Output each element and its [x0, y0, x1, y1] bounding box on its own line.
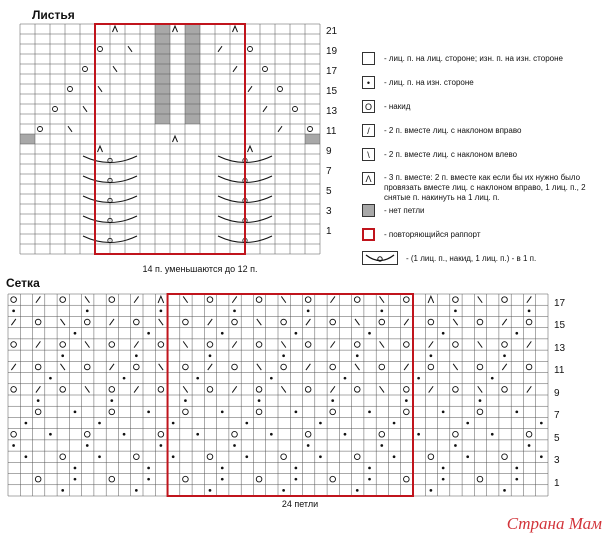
purl-mark	[49, 433, 52, 436]
purl-mark	[25, 422, 28, 425]
purl-mark	[12, 444, 15, 447]
purl-mark	[442, 478, 445, 481]
purl-mark	[110, 399, 113, 402]
mesh-row-number: 13	[554, 342, 566, 354]
purl-mark	[147, 467, 150, 470]
purl-mark	[295, 478, 298, 481]
purl-mark	[515, 478, 518, 481]
purl-mark	[61, 489, 64, 492]
purl-mark	[209, 489, 212, 492]
purl-mark	[270, 377, 273, 380]
purl-mark	[368, 332, 371, 335]
leaves-row-number: 11	[326, 126, 337, 137]
knit-symbol-icon	[362, 52, 375, 65]
purl-mark	[319, 455, 322, 458]
leaves-row-number: 21	[326, 26, 338, 37]
purl-mark	[196, 377, 199, 380]
purl-mark	[74, 332, 77, 335]
no-stitch-symbol-icon	[362, 204, 375, 217]
purl-mark	[442, 467, 445, 470]
mesh-row-number: 1	[554, 477, 560, 489]
purl-mark	[221, 467, 224, 470]
purl-mark	[233, 309, 236, 312]
purl-mark	[430, 354, 433, 357]
increase-symbol-icon	[362, 251, 398, 265]
purl-mark	[417, 433, 420, 436]
leaves-caption: 14 п. уменьшаются до 12 п.	[142, 264, 258, 274]
k2tog-left-symbol-icon: \	[362, 148, 375, 161]
purl-mark	[344, 433, 347, 436]
mesh-row-number: 5	[554, 432, 560, 444]
purl-mark	[503, 489, 506, 492]
purl-mark	[417, 377, 420, 380]
purl-mark	[61, 354, 64, 357]
purl-mark	[344, 377, 347, 380]
k2tog-right-symbol-icon: /	[362, 124, 375, 137]
purl-mark	[331, 399, 334, 402]
k3tog-symbol-icon: Λ	[362, 172, 375, 185]
purl-mark	[295, 467, 298, 470]
purl-mark	[147, 478, 150, 481]
purl-mark	[172, 455, 175, 458]
repeat-frame-symbol-icon	[362, 228, 375, 241]
purl-mark	[172, 422, 175, 425]
purl-mark	[184, 399, 187, 402]
purl-mark	[282, 354, 285, 357]
purl-mark	[147, 332, 150, 335]
purl-mark	[196, 433, 199, 436]
purl-mark	[295, 332, 298, 335]
mesh-caption: 24 петли	[281, 499, 319, 509]
site-watermark: Страна Мам	[506, 514, 602, 533]
purl-mark	[221, 332, 224, 335]
purl-mark	[503, 354, 506, 357]
leaves-title: Листья	[32, 8, 75, 22]
purl-mark	[540, 455, 543, 458]
purl-mark	[25, 455, 28, 458]
purl-mark	[74, 410, 77, 413]
purl-mark	[160, 309, 163, 312]
mesh-row-number: 17	[554, 298, 566, 309]
purl-mark	[491, 377, 494, 380]
purl-mark	[74, 478, 77, 481]
purl-mark	[49, 377, 52, 380]
leaves-row-number: 5	[326, 186, 332, 197]
purl-mark	[258, 399, 261, 402]
purl-mark	[405, 399, 408, 402]
purl-mark	[491, 433, 494, 436]
mesh-row-number: 15	[554, 320, 566, 332]
purl-mark	[233, 444, 236, 447]
yarn-over-symbol-icon: O	[362, 100, 375, 113]
mesh-row-number: 11	[554, 365, 565, 377]
purl-mark	[368, 467, 371, 470]
mesh-row-number: 7	[554, 410, 560, 422]
mesh-title: Сетка	[6, 276, 40, 290]
purl-mark	[515, 467, 518, 470]
purl-mark	[454, 444, 457, 447]
purl-mark	[466, 422, 469, 425]
mesh-row-number: 3	[554, 455, 560, 467]
leaves-row-number: 3	[326, 206, 332, 217]
purl-mark	[12, 309, 15, 312]
purl-mark	[37, 399, 40, 402]
purl-mark	[221, 410, 224, 413]
purl-mark	[160, 444, 163, 447]
purl-mark	[123, 377, 126, 380]
purl-mark	[368, 410, 371, 413]
leaves-row-number: 9	[326, 146, 332, 157]
purl-mark	[356, 489, 359, 492]
purl-mark	[528, 444, 531, 447]
leaves-row-number: 17	[326, 66, 338, 77]
purl-mark	[454, 309, 457, 312]
purl-mark	[221, 478, 224, 481]
purl-mark	[393, 455, 396, 458]
purl-mark	[98, 455, 101, 458]
mesh-row-number: 9	[554, 387, 560, 399]
leaves-row-number: 13	[326, 106, 338, 117]
purl-mark	[123, 433, 126, 436]
purl-mark	[307, 309, 310, 312]
leaves-row-number: 1	[326, 226, 332, 237]
purl-mark	[528, 309, 531, 312]
purl-mark	[515, 410, 518, 413]
purl-mark	[147, 410, 150, 413]
purl-mark	[209, 354, 212, 357]
purl-mark	[74, 467, 77, 470]
purl-mark	[135, 489, 138, 492]
purl-mark	[245, 422, 248, 425]
purl-symbol-icon: •	[362, 76, 375, 89]
purl-mark	[319, 422, 322, 425]
purl-mark	[86, 309, 89, 312]
purl-mark	[393, 422, 396, 425]
leaves-row-number: 15	[326, 86, 338, 97]
purl-mark	[442, 332, 445, 335]
leaves-row-number: 7	[326, 166, 332, 177]
purl-mark	[245, 455, 248, 458]
purl-mark	[98, 422, 101, 425]
purl-mark	[442, 410, 445, 413]
purl-mark	[86, 444, 89, 447]
purl-mark	[282, 489, 285, 492]
purl-mark	[356, 354, 359, 357]
purl-mark	[295, 410, 298, 413]
purl-mark	[270, 433, 273, 436]
purl-mark	[540, 422, 543, 425]
purl-mark	[380, 309, 383, 312]
purl-mark	[307, 444, 310, 447]
purl-mark	[430, 489, 433, 492]
purl-mark	[479, 399, 482, 402]
purl-mark	[368, 478, 371, 481]
purl-mark	[135, 354, 138, 357]
purl-mark	[466, 455, 469, 458]
leaves-row-number: 19	[326, 46, 338, 57]
purl-mark	[380, 444, 383, 447]
purl-mark	[515, 332, 518, 335]
